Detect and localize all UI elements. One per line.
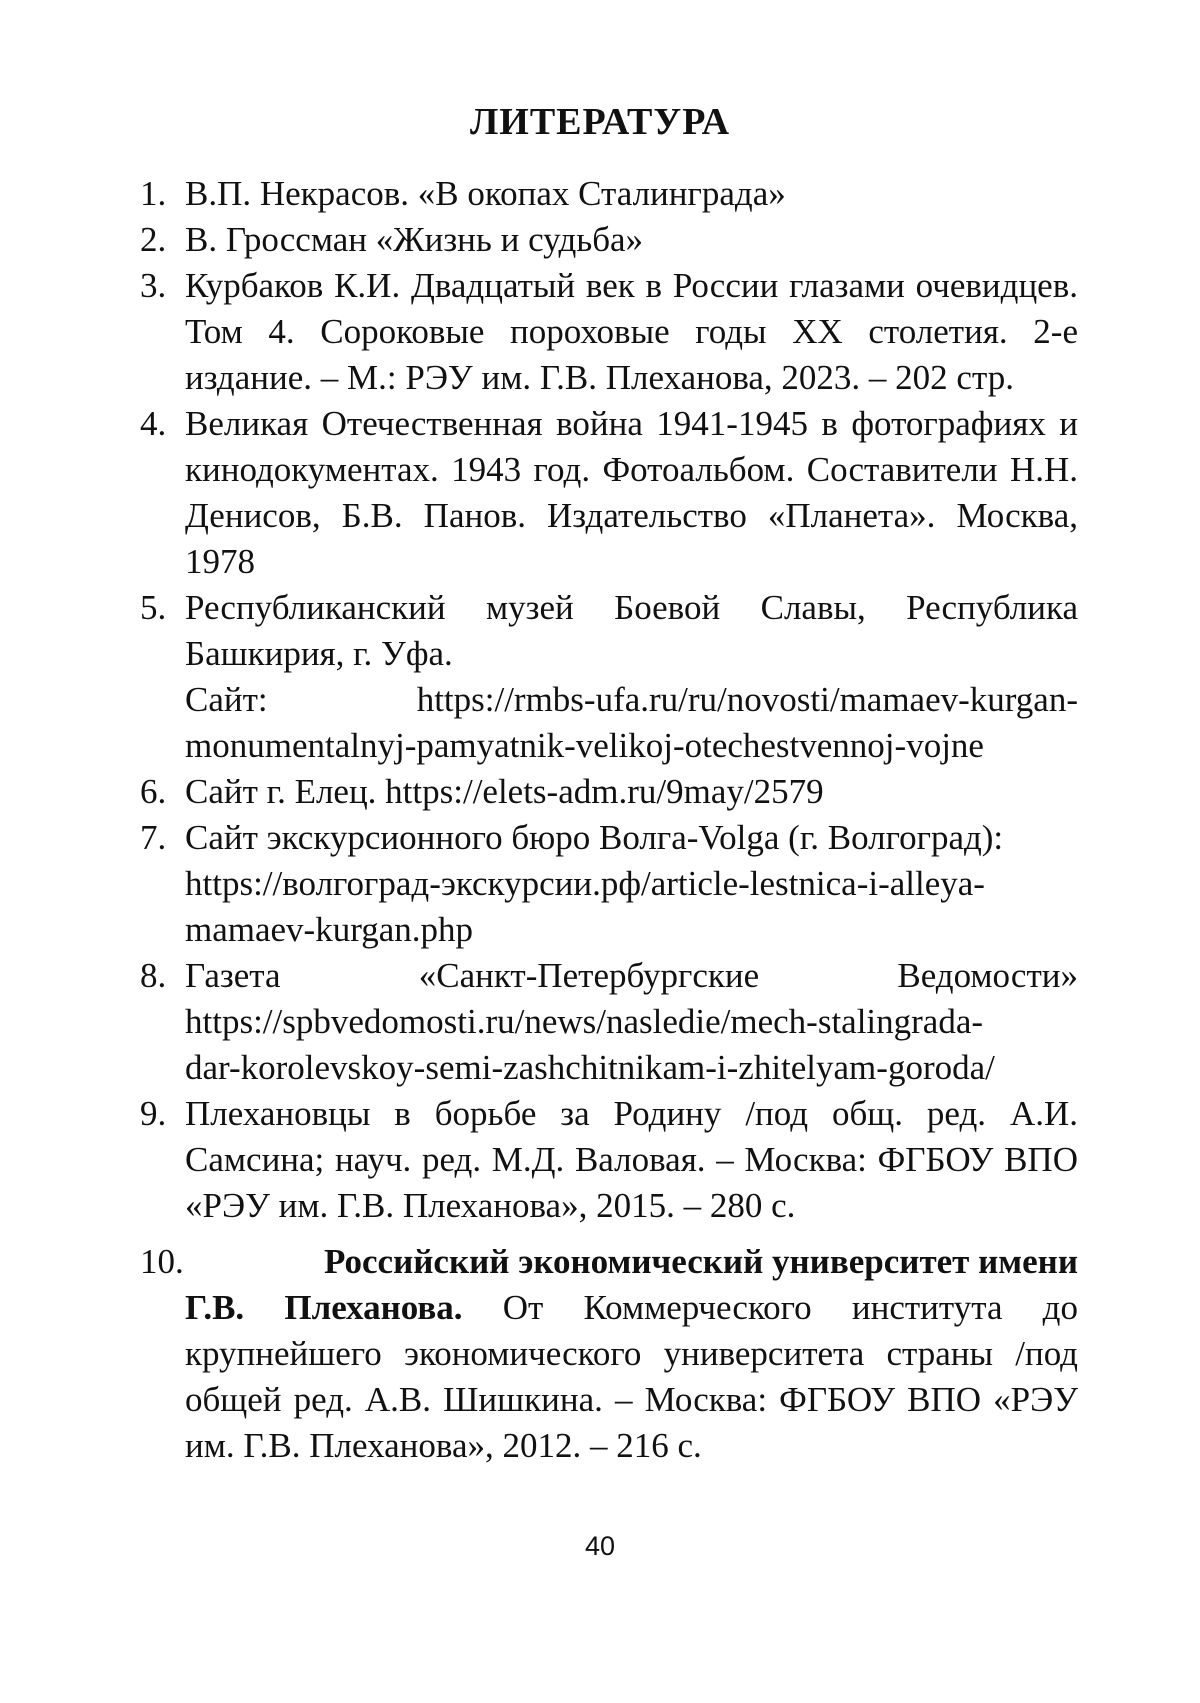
item-text: Республиканский музей Боевой Славы, Республика Башкирия, г. Уфа. (185, 588, 1078, 673)
item-body (185, 585, 1078, 769)
page-number: 40 (584, 1531, 616, 1561)
item-text: Курбаков К.И. Двадцатый век в России глазами очевидцев. Том 4. Сороковые пороховые годы XX столетия. 2-е издание. – М.: РЭУ им. Г.В. Плеханова, 2023. – 202 стр. (185, 266, 1078, 397)
url-link[interactable]: https://spbvedomosti.ru/news/nasledie/mech-stalingrada- (185, 1002, 984, 1041)
item-text: В.П. Некрасов. «В окопах Сталинграда» (185, 174, 786, 213)
item-body (185, 815, 1078, 953)
item-number: 2. (140, 220, 167, 259)
list-item (140, 815, 1078, 953)
list-item (140, 953, 1078, 1091)
list-item (140, 1239, 1078, 1469)
item-number: 6. (140, 772, 167, 811)
item-text: Сайт экскурсионного бюро Волга-Volga (г. Волгоград): (185, 818, 1004, 857)
item-body (185, 1285, 1078, 1469)
item-number: 8. (140, 956, 167, 995)
url-link-continued[interactable]: mamaev-kurgan.php (185, 910, 474, 949)
item-text: От Коммерческого института до крупнейшего экономического университета страны /под общей ред. А.В. Шишкина. – Москва: ФГБОУ ВПО «РЭУ им. Г.В. Плеханова», 2012. – 216 с. (185, 1288, 1078, 1465)
item-number: 1. (140, 174, 167, 213)
list-item (140, 401, 1078, 585)
site-label: Сайт: (185, 680, 268, 719)
url-link-continued[interactable]: monumentalnyj-pamyatnik-velikoj-otechestvennoj-vojne (185, 726, 984, 765)
bibliography-list (140, 171, 1078, 1469)
list-item (140, 217, 1078, 263)
list-item (140, 263, 1078, 401)
url-link[interactable]: https://волгоград-экскурсии.рф/article-lestnica-i-alleya- (185, 864, 985, 903)
list-item (140, 585, 1078, 769)
list-item (140, 1091, 1078, 1229)
item-body (185, 953, 1078, 1091)
item-text: Сайт г. Елец. https://elets-adm.ru/9may/2579 (185, 772, 824, 811)
item-text: Великая Отечественная война 1941-1945 в фотографиях и кинодокументах. 1943 год. Фотоальбом. Составители Н.Н. Денисов, Б.В. Панов. Издательство «Планета». Москва, 1978 (185, 404, 1078, 581)
site-row (185, 677, 1078, 723)
item-text: Газета «Санкт-Петербургские Ведомости» (185, 956, 1078, 995)
item-number: 3. (140, 266, 167, 305)
item-text: Плехановцы в борьбе за Родину /под общ. ред. А.И. Самсина; науч. ред. М.Д. Валовая. – Москва: ФГБОУ ВПО «РЭУ им. Г.В. Плеханова», 2015. – 280 с. (185, 1094, 1078, 1225)
url-link[interactable]: https://rmbs-ufa.ru/ru/novosti/mamaev-kurgan- (416, 680, 1078, 719)
item-number: 10. (140, 1242, 184, 1281)
list-item (140, 769, 1078, 815)
item-number: 4. (140, 404, 167, 443)
page-title: ЛИТЕРАТУРА (469, 101, 731, 143)
item-number: 9. (140, 1094, 167, 1133)
item-number: 5. (140, 588, 167, 627)
item-number: 7. (140, 818, 167, 857)
item-text: В. Гроссман «Жизнь и судьба» (185, 220, 644, 259)
item-first-line (140, 1239, 1078, 1285)
item-bold-title-continued: Г.В. Плеханова. (185, 1288, 503, 1327)
list-item (140, 171, 1078, 217)
url-link-continued[interactable]: dar-korolevskoy-semi-zashchitnikam-i-zhitelyam-goroda/ (185, 1048, 995, 1087)
item-bold-title: Российский экономический университет имени (324, 1242, 1078, 1281)
